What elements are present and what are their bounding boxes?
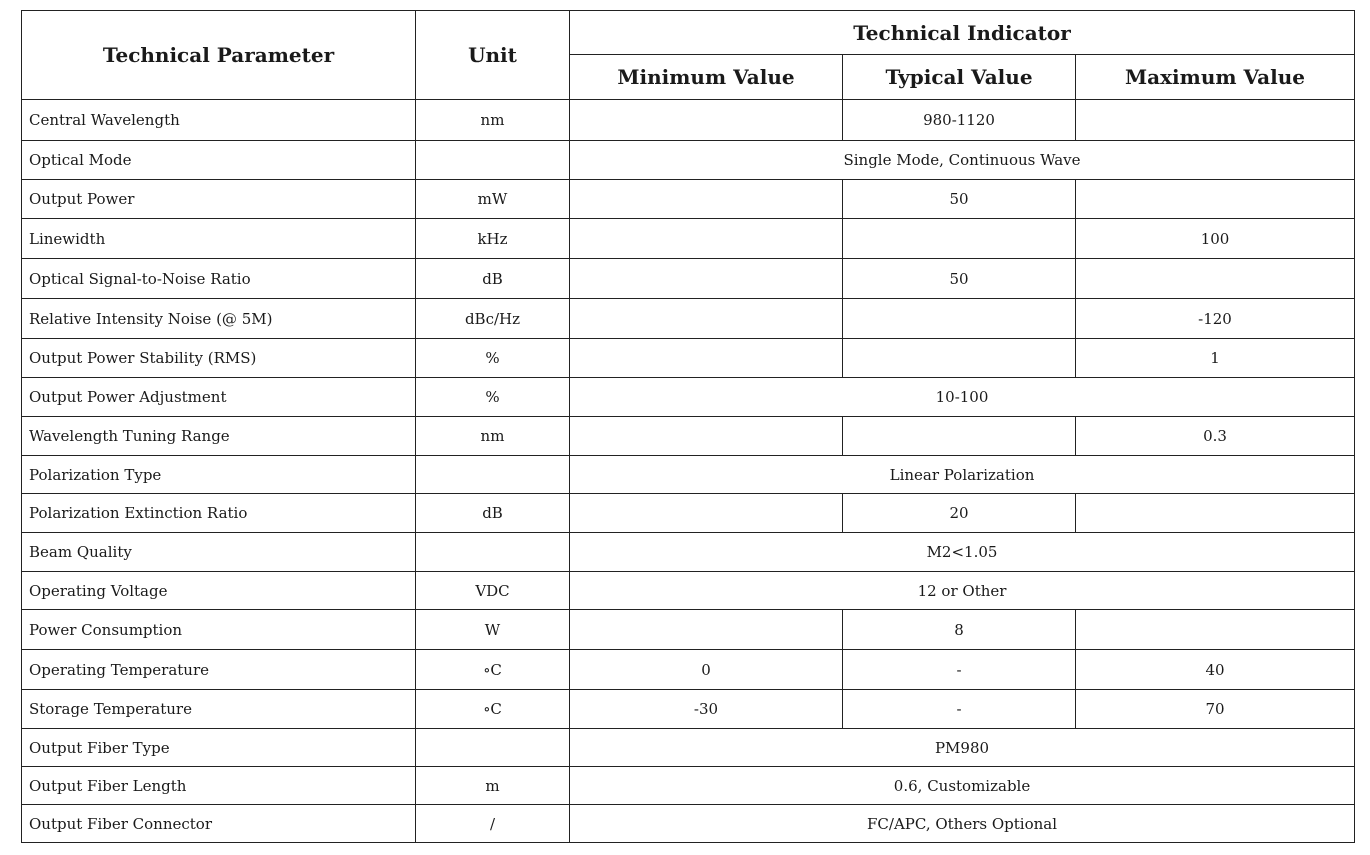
table-row <box>22 572 1355 610</box>
merged-value-cell: Single Mode, Continuous Wave <box>570 141 1355 180</box>
unit-cell: % <box>416 339 570 378</box>
unit-cell <box>416 456 570 494</box>
table-row <box>22 180 1355 219</box>
unit-cell: mW <box>416 180 570 219</box>
unit-cell <box>416 533 570 572</box>
header-max: Maximum Value <box>1076 55 1355 100</box>
merged-value-cell: 12 or Other <box>570 572 1355 610</box>
max-value-cell: -120 <box>1076 299 1355 339</box>
min-value-cell <box>570 100 843 141</box>
table-row <box>22 259 1355 299</box>
parameter-cell: Output Power Adjustment <box>22 378 416 417</box>
parameter-cell: Linewidth <box>22 219 416 259</box>
unit-cell: dB <box>416 259 570 299</box>
spec-table <box>21 10 1355 843</box>
table-row <box>22 417 1355 456</box>
parameter-cell: Polarization Type <box>22 456 416 494</box>
unit-cell: % <box>416 378 570 417</box>
unit-cell: m <box>416 767 570 805</box>
parameter-cell: Operating Voltage <box>22 572 416 610</box>
min-value-cell <box>570 494 843 533</box>
unit-cell: nm <box>416 417 570 456</box>
max-value-cell: 100 <box>1076 219 1355 259</box>
table-row <box>22 100 1355 141</box>
typical-value-cell: 8 <box>843 610 1076 650</box>
unit-cell: kHz <box>416 219 570 259</box>
table-row <box>22 729 1355 767</box>
table-row <box>22 141 1355 180</box>
typical-value-cell: 50 <box>843 180 1076 219</box>
table-row <box>22 767 1355 805</box>
parameter-cell: Output Power Stability (RMS) <box>22 339 416 378</box>
typical-value-cell <box>843 299 1076 339</box>
max-value-cell: 70 <box>1076 690 1355 729</box>
parameter-cell: Polarization Extinction Ratio <box>22 494 416 533</box>
table-row <box>22 650 1355 690</box>
min-value-cell: 0 <box>570 650 843 690</box>
table-row <box>22 219 1355 259</box>
max-value-cell <box>1076 610 1355 650</box>
header-min: Minimum Value <box>570 55 843 100</box>
header-parameter: Technical Parameter <box>22 11 416 100</box>
min-value-cell <box>570 259 843 299</box>
typical-value-cell: 980-1120 <box>843 100 1076 141</box>
parameter-cell: Wavelength Tuning Range <box>22 417 416 456</box>
unit-cell: ∘C <box>416 690 570 729</box>
parameter-cell: Operating Temperature <box>22 650 416 690</box>
table-row <box>22 533 1355 572</box>
max-value-cell <box>1076 100 1355 141</box>
parameter-cell: Output Fiber Connector <box>22 805 416 843</box>
max-value-cell: 40 <box>1076 650 1355 690</box>
parameter-cell: Optical Mode <box>22 141 416 180</box>
merged-value-cell: 0.6, Customizable <box>570 767 1355 805</box>
merged-value-cell: M2<1.05 <box>570 533 1355 572</box>
parameter-cell: Beam Quality <box>22 533 416 572</box>
unit-cell: W <box>416 610 570 650</box>
typical-value-cell: - <box>843 690 1076 729</box>
min-value-cell <box>570 339 843 378</box>
parameter-cell: Power Consumption <box>22 610 416 650</box>
max-value-cell: 0.3 <box>1076 417 1355 456</box>
parameter-cell: Output Fiber Type <box>22 729 416 767</box>
max-value-cell <box>1076 259 1355 299</box>
unit-cell: / <box>416 805 570 843</box>
min-value-cell <box>570 299 843 339</box>
typical-value-cell: 50 <box>843 259 1076 299</box>
parameter-cell: Optical Signal-to-Noise Ratio <box>22 259 416 299</box>
unit-cell <box>416 729 570 767</box>
table-row <box>22 805 1355 843</box>
unit-cell: dB <box>416 494 570 533</box>
typical-value-cell <box>843 417 1076 456</box>
typical-value-cell: 20 <box>843 494 1076 533</box>
max-value-cell <box>1076 180 1355 219</box>
merged-value-cell: PM980 <box>570 729 1355 767</box>
min-value-cell <box>570 180 843 219</box>
min-value-cell <box>570 219 843 259</box>
header-unit: Unit <box>416 11 570 100</box>
parameter-cell: Output Fiber Length <box>22 767 416 805</box>
parameter-cell: Central Wavelength <box>22 100 416 141</box>
min-value-cell: -30 <box>570 690 843 729</box>
parameter-cell: Storage Temperature <box>22 690 416 729</box>
unit-cell: VDC <box>416 572 570 610</box>
parameter-cell: Relative Intensity Noise (@ 5M) <box>22 299 416 339</box>
table-row <box>22 690 1355 729</box>
max-value-cell <box>1076 494 1355 533</box>
table-row <box>22 378 1355 417</box>
parameter-cell: Output Power <box>22 180 416 219</box>
unit-cell: ∘C <box>416 650 570 690</box>
min-value-cell <box>570 610 843 650</box>
table-row <box>22 299 1355 339</box>
unit-cell <box>416 141 570 180</box>
unit-cell: dBc/Hz <box>416 299 570 339</box>
table-row <box>22 339 1355 378</box>
table-row <box>22 456 1355 494</box>
merged-value-cell: FC/APC, Others Optional <box>570 805 1355 843</box>
table-row <box>22 494 1355 533</box>
header-typ: Typical Value <box>843 55 1076 100</box>
typical-value-cell <box>843 219 1076 259</box>
table-row <box>22 610 1355 650</box>
max-value-cell: 1 <box>1076 339 1355 378</box>
header-indicator: Technical Indicator <box>570 11 1355 55</box>
merged-value-cell: Linear Polarization <box>570 456 1355 494</box>
min-value-cell <box>570 417 843 456</box>
typical-value-cell <box>843 339 1076 378</box>
merged-value-cell: 10-100 <box>570 378 1355 417</box>
unit-cell: nm <box>416 100 570 141</box>
typical-value-cell: - <box>843 650 1076 690</box>
